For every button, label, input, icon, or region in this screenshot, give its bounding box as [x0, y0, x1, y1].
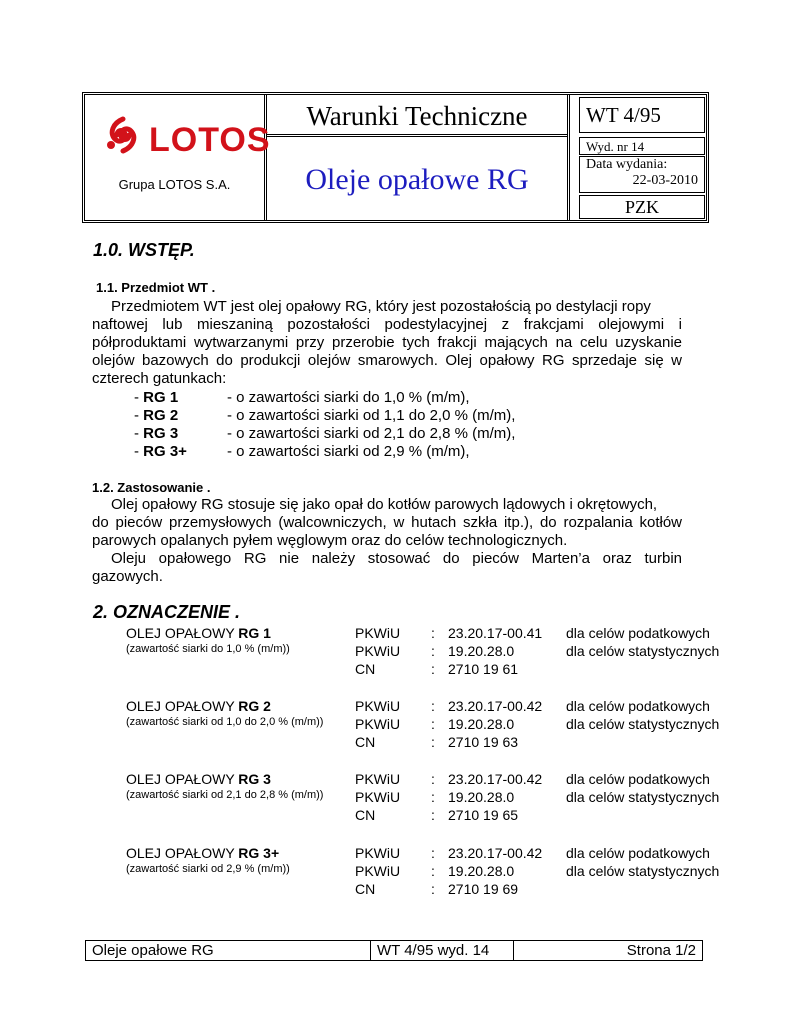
lotos-logo	[101, 113, 271, 159]
code-value: 23.20.17-00.42	[448, 698, 543, 714]
code-label: PKWiU	[355, 771, 401, 787]
para-line: Oleju opałowego RG nie należy stosować do pieców Marten’a oraz turbin	[111, 550, 682, 567]
para-line: półproduktami wytwarzanymi przy przerobie tych frakcji mających na celu uzyskanie	[92, 334, 682, 351]
issue-date-label: Data wydania:	[586, 157, 668, 172]
logo-cell	[85, 95, 271, 220]
subsection-heading-1-2: 1.2. Zastosowanie .	[92, 480, 211, 495]
colon: :	[431, 734, 435, 750]
product-note: (zawartość siarki od 2,9 % (m/m))	[126, 863, 290, 875]
document-header	[82, 92, 709, 223]
doc-code: WT 4/95	[579, 97, 705, 133]
code-purpose: dla celów statystycznych	[566, 863, 720, 879]
para-line: czterech gatunkach:	[92, 370, 227, 387]
colon: :	[431, 661, 435, 677]
grade-desc: - o zawartości siarki od 1,1 do 2,0 % (m/m),	[227, 407, 516, 424]
code-purpose: dla celów podatkowych	[566, 771, 710, 787]
code-label: PKWiU	[355, 845, 401, 861]
product-name: OLEJ OPAŁOWY RG 2	[126, 698, 271, 714]
code-purpose: dla celów statystycznych	[566, 716, 720, 732]
grade-item: - RG 3	[134, 425, 179, 442]
code-value: 23.20.17-00.41	[448, 625, 543, 641]
paragraph	[111, 550, 682, 568]
product-note: (zawartość siarki od 2,1 do 2,8 % (m/m))	[126, 789, 324, 801]
colon: :	[431, 771, 435, 787]
code-value: 23.20.17-00.42	[448, 845, 543, 861]
footer-doc-code: WT 4/95 wyd. 14	[371, 941, 514, 960]
paragraph	[92, 316, 682, 388]
colon: :	[431, 881, 435, 897]
product-name: OLEJ OPAŁOWY RG 1	[126, 625, 271, 641]
footer-page-number: Strona 1/2	[626, 942, 696, 959]
lotos-flower-icon	[103, 115, 143, 155]
department-code: PZK	[579, 195, 705, 219]
grade-item: - RG 3+	[134, 443, 187, 460]
document-subtitle: Oleje opałowe RG	[305, 163, 529, 196]
para-line: olejów bazowych do produkcji olejów smarowych. Olej opałowy RG sprzedaje się w	[92, 352, 682, 369]
product-name: OLEJ OPAŁOWY RG 3+	[126, 845, 280, 861]
para-line: do pieców przemysłowych (walcowniczych, w hutach szkła itp.), do rozpalania kotłów	[92, 514, 682, 531]
para-line: Olej opałowy RG stosuje się jako opał do kotłów parowych lądowych i okrętowych,	[111, 496, 658, 513]
subsection-heading-1-1: 1.1. Przedmiot WT .	[96, 280, 216, 295]
code-label: PKWiU	[355, 643, 401, 659]
section-heading-2: 2. OZNACZENIE .	[93, 602, 241, 622]
code-value: 19.20.28.0	[448, 643, 515, 659]
code-purpose: dla celów podatkowych	[566, 625, 710, 641]
code-purpose: dla celów statystycznych	[566, 643, 720, 659]
code-value: 2710 19 63	[448, 734, 519, 750]
product-note: (zawartość siarki od 1,0 do 2,0 % (m/m))	[126, 716, 324, 728]
para-line: Przedmiotem WT jest olej opałowy RG, który jest pozostałością po destylacji ropy	[111, 298, 651, 315]
code-value: 2710 19 61	[448, 661, 519, 677]
code-label: PKWiU	[355, 716, 401, 732]
code-label: PKWiU	[355, 789, 401, 805]
edition-number: Wyd. nr 14	[579, 137, 705, 155]
para-line: gazowych.	[92, 568, 163, 585]
section-heading-1: 1.0. WSTĘP.	[93, 240, 195, 260]
grade-item: - RG 2	[134, 407, 179, 424]
code-label: CN	[355, 734, 376, 750]
grade-item: - RG 1	[134, 389, 179, 406]
grade-name: RG 3+	[143, 443, 187, 460]
grade-desc: - o zawartości siarki od 2,1 do 2,8 % (m/m),	[227, 425, 516, 442]
code-purpose: dla celów statystycznych	[566, 789, 720, 805]
code-label: CN	[355, 881, 376, 897]
code-label: CN	[355, 661, 376, 677]
colon: :	[431, 807, 435, 823]
colon: :	[431, 789, 435, 805]
code-label: PKWiU	[355, 698, 401, 714]
grade-desc: - o zawartości siarki od 2,9 % (m/m),	[227, 443, 470, 460]
issue-date-value: 22-03-2010	[632, 173, 698, 188]
header-divider	[567, 95, 570, 220]
code-label: CN	[355, 807, 376, 823]
product-note: (zawartość siarki do 1,0 % (m/m))	[126, 643, 290, 655]
paragraph	[92, 514, 682, 550]
colon: :	[431, 716, 435, 732]
code-value: 23.20.17-00.42	[448, 771, 543, 787]
para-line: naftowej lub mieszaniną pozostałości podestylacyjnej z frakcjami olejowymi i	[92, 316, 682, 333]
code-value: 2710 19 69	[448, 881, 519, 897]
colon: :	[431, 698, 435, 714]
logo-text: LOTOS	[149, 121, 271, 159]
colon: :	[431, 643, 435, 659]
code-label: PKWiU	[355, 625, 401, 641]
code-purpose: dla celów podatkowych	[566, 698, 710, 714]
issue-date	[579, 156, 705, 193]
footer-title: Oleje opałowe RG	[86, 941, 371, 960]
code-value: 2710 19 65	[448, 807, 519, 823]
para-line: parowych opalanych pyłem węglowym oraz do celów technologicznych.	[92, 532, 568, 549]
company-name: Grupa LOTOS S.A.	[118, 177, 231, 192]
grade-name: RG 2	[143, 407, 179, 424]
code-value: 19.20.28.0	[448, 716, 515, 732]
grade-desc: - o zawartości siarki do 1,0 % (m/m),	[227, 389, 470, 406]
colon: :	[431, 625, 435, 641]
document-title: Warunki Techniczne	[267, 95, 567, 137]
grade-name: RG 1	[143, 389, 179, 406]
code-value: 19.20.28.0	[448, 789, 515, 805]
page-footer	[85, 940, 703, 961]
colon: :	[431, 863, 435, 879]
grade-name: RG 3	[143, 425, 179, 442]
colon: :	[431, 845, 435, 861]
code-value: 19.20.28.0	[448, 863, 515, 879]
code-label: PKWiU	[355, 863, 401, 879]
product-name: OLEJ OPAŁOWY RG 3	[126, 771, 271, 787]
code-purpose: dla celów podatkowych	[566, 845, 710, 861]
